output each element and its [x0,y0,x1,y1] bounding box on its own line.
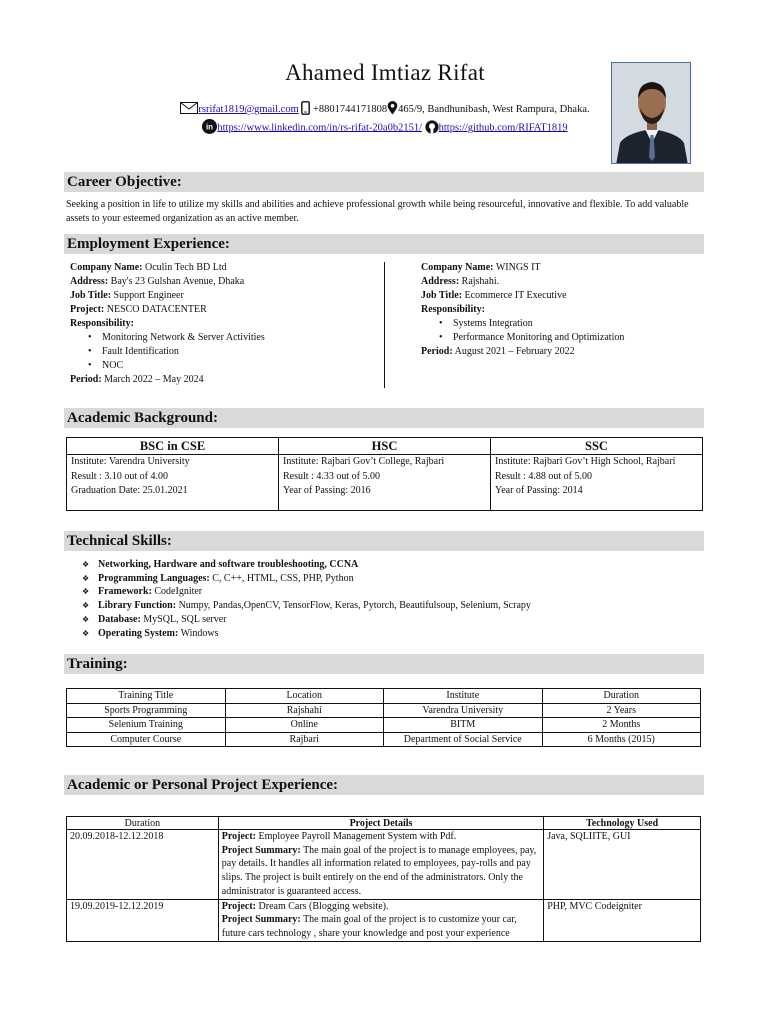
diamond-bullet-icon: ❖ [82,587,90,597]
text-employment-jobs-0-company: Oculin Tech BD Ltd [145,262,227,273]
job-2-responsibility-label [421,303,701,317]
text-employment-jobs-1-address: Rajshahi. [461,276,500,287]
text-projects-rows-1-project: Dream Cars (Blogging website). [256,900,389,912]
training-heading: Training: [64,654,704,674]
technical-skills-heading: Technical Skills: [64,531,704,551]
skills-list [82,558,531,640]
text-projects-rows-1-summary_label: Project Summary: [221,914,301,926]
text-projects-rows-0-project: Employee Payroll Management System with Pdf. [256,831,457,842]
text-employment-jobs-1-period_label: Period: [421,346,453,357]
text-skills-items-5-label: Operating System: [98,627,179,639]
email-link[interactable]: rsrifat1819@gmail.com [198,103,299,115]
text-projects-headers-1: Project Details [218,817,543,830]
text-academic-columns-1-lines-2: Year of Passing: 2016 [283,485,371,496]
training-table [66,688,701,747]
text-skills-items-3-value: Numpy, Pandas,OpenCV, TensorFlow, Keras, Pytorch, Beautifulsoup, Selenium, Scrapy [176,600,531,612]
text-training-rows-0-1: Rajshahi [225,703,384,718]
list-item [82,585,531,599]
table-row [67,732,701,747]
github-link[interactable]: https://github.com/RIFAT1819 [438,122,568,134]
projects-table [66,816,701,942]
career-objective-heading: Career Objective: [64,172,704,192]
table-row [67,899,701,941]
text-training-headers-3: Duration [542,689,701,704]
text-employment-jobs-1-resp_label: Responsibility: [421,304,485,315]
contact-line-2 [150,119,620,137]
svg-text:in: in [206,122,214,132]
job-2-title [421,289,701,303]
text-training-headers-0: Training Title [67,689,226,704]
job-2-responsibilities [421,317,701,345]
academic-cell-ssc [491,455,703,511]
text-academic-columns-1-lines-0: Institute: Rajbari Gov’t College, Rajbari [283,456,445,467]
academic-heading: Academic Background: [64,408,704,428]
list-item [82,572,531,586]
job-1-address [70,275,370,289]
table-row [67,455,703,511]
text-training-rows-2-1: Rajbari [225,732,384,747]
text-projects-rows-1-summary: The main goal of the project is to customize your car, future cars technology , share your knowledge and post your experience [221,914,517,939]
project-details [218,899,543,941]
text-training-rows-1-3: 2 Months [542,718,701,733]
project-duration: 19.09.2019-12.12.2019 [67,899,219,941]
text-employment-jobs-1-period: August 2021 – February 2022 [454,346,575,357]
candidate-name: Ahamed Imtiaz Rifat [285,60,485,85]
envelope-icon [180,102,198,117]
list-item: • Performance Monitoring and Optimization [453,331,701,345]
text-skills-items-1-label: Programming Languages: [98,572,210,584]
diamond-bullet-icon: ❖ [82,573,90,583]
text-projects-rows-0-summary_label: Project Summary: [221,844,301,856]
text-training-rows-2-3: 6 Months (2015) [542,732,701,747]
text-training-rows-1-0: Selenium Training [67,718,226,733]
diamond-bullet-icon: ❖ [82,560,90,569]
job-2-company [421,261,701,275]
text-skills-items-4-value: MySQL, SQL server [140,613,227,625]
text-academic-columns-2-lines-1: Result : 4.88 out of 5.00 [495,470,592,482]
text-employment-jobs-0-title_label: Job Title: [70,290,112,301]
career-objective-text: Seeking a position in life to utilize my skills and abilities and achieve professional growth while being resourceful, innovative and flexible. To add valuable assets to your esteemed organization as an active member. [66,199,689,224]
text-employment-jobs-0-project: NESCO DATACENTER [106,304,207,315]
text-employment-jobs-0-address_label: Address: [70,276,109,287]
text-training-headers-2: Institute [384,689,543,704]
text-employment-jobs-0-address: Bay's 23 Gulshan Avenue, Dhaka [110,276,245,287]
job-1-responsibility-label [70,317,370,331]
text-projects-headers-2: Technology Used [544,817,701,830]
text-employment-jobs-1-title: Ecommerce IT Executive [464,290,567,301]
text-projects-rows-0-project_label: Project: [221,831,257,842]
academic-col-ssc: SSC [491,438,703,455]
text-employment-jobs-0-company_label: Company Name: [70,262,143,273]
job-1-period [70,373,370,387]
text-training-rows-2-2: Department of Social Service [384,732,543,747]
projects-heading: Academic or Personal Project Experience: [64,775,704,795]
job-2-address [421,275,701,289]
job-2-period [421,345,701,359]
job-1-responsibilities [70,331,370,373]
academic-table [66,437,703,511]
text-training-headers-1: Location [225,689,384,704]
text-academic-columns-0-lines-0: Institute: Varendra University [71,456,190,467]
text-employment-jobs-0-period_label: Period: [70,374,102,385]
table-row [67,718,701,733]
text-academic-columns-0-lines-2: Graduation Date: 25.01.2021 [71,485,188,496]
text-skills-items-0-label: Networking, Hardware and software troubleshooting, CCNA [98,559,359,570]
text-skills-items-4-label: Database: [98,613,141,625]
text-training-rows-1-1: Online [225,718,384,733]
list-item [82,599,531,613]
list-item: • Fault Identification [102,345,370,359]
table-header-row [67,689,701,704]
job-1-company [70,261,370,275]
employment-divider [384,262,385,388]
list-item [82,558,531,572]
list-item [82,627,531,641]
text-academic-columns-0-lines-1: Result : 3.10 out of 4.00 [71,470,168,482]
text-training-rows-0-2: Varendra University [384,703,543,718]
project-duration: 20.09.2018-12.12.2018 [67,830,219,900]
list-item: • Monitoring Network & Server Activities [102,331,370,345]
text-employment-jobs-0-resp_label: Responsibility: [70,318,134,329]
contact-line-1 [150,101,620,118]
phone-number: +8801744171808 [313,103,388,115]
text-academic-columns-2-lines-0: Institute: Rajbari Gov’t High School, Rajbari [495,456,676,467]
text-projects-rows-1-project_label: Project: [221,900,257,912]
text-employment-jobs-1-company_label: Company Name: [421,262,494,273]
text-academic-columns-1-lines-1: Result : 4.33 out of 5.00 [283,470,380,482]
diamond-bullet-icon: ❖ [82,614,90,624]
table-row [67,703,701,718]
employment-heading: Employment Experience: [64,234,704,254]
text-employment-jobs-1-address_label: Address: [421,276,460,287]
text-training-rows-0-0: Sports Programming [67,703,226,718]
github-icon [425,120,439,137]
profile-photo [611,62,691,164]
job-2 [421,261,701,359]
academic-col-hsc: HSC [279,438,491,455]
job-1-project [70,303,370,317]
text-skills-items-1-value: C, C++, HTML, CSS, PHP, Python [209,572,354,584]
text-training-rows-1-2: BITM [384,718,543,733]
text-projects-rows-0-summary: The main goal of the project is to manage employees, pay, pay details. It handles all information related to employees, pay-rolls and pay slips. The project is built entirely on the end of the administrators. Only the administrator is guaranteed access. [221,844,537,897]
academic-col-bsc: BSC in CSE [67,438,279,455]
text-training-rows-0-3: 2 Years [542,703,701,718]
text-projects-headers-0: Duration [67,817,219,830]
location-pin-icon [387,101,398,118]
text-skills-items-2-label: Framework: [98,586,152,598]
academic-cell-bsc [67,455,279,511]
text-employment-jobs-0-title: Support Engineer [113,290,184,301]
academic-cell-hsc [279,455,491,511]
table-header-row [67,817,701,830]
address-text: 465/9, Bandhunibash, West Rampura, Dhaka. [398,103,590,115]
text-training-rows-2-0: Computer Course [67,732,226,747]
table-header-row [67,438,703,455]
linkedin-link[interactable]: https://www.linkedin.com/in/rs-rifat-20a0b2151/ [217,122,422,134]
text-skills-items-5-value: Windows [178,627,219,639]
project-technology: PHP, MVC Codeigniter [544,899,701,941]
text-employment-jobs-1-company: WINGS IT [495,262,541,273]
text-skills-items-2-value: CodeIgniter [151,586,203,598]
text-employment-jobs-1-title_label: Job Title: [421,290,463,301]
project-details [218,830,543,900]
text-skills-items-3-label: Library Function: [98,600,177,612]
project-technology: Java, SQLIITE, GUI [544,830,701,900]
list-item: • NOC [102,359,370,373]
table-row [67,830,701,900]
text-academic-columns-2-lines-2: Year of Passing: 2014 [495,485,583,496]
job-1 [70,261,370,387]
list-item [82,613,531,627]
diamond-bullet-icon: ❖ [82,601,90,611]
linkedin-icon [202,119,217,137]
job-1-title [70,289,370,303]
list-item: • Systems Integration [453,317,701,331]
text-employment-jobs-0-project_label: Project: [70,304,105,315]
diamond-bullet-icon: ❖ [82,628,90,638]
text-employment-jobs-0-period: March 2022 – May 2024 [104,374,204,385]
phone-icon [301,101,310,118]
